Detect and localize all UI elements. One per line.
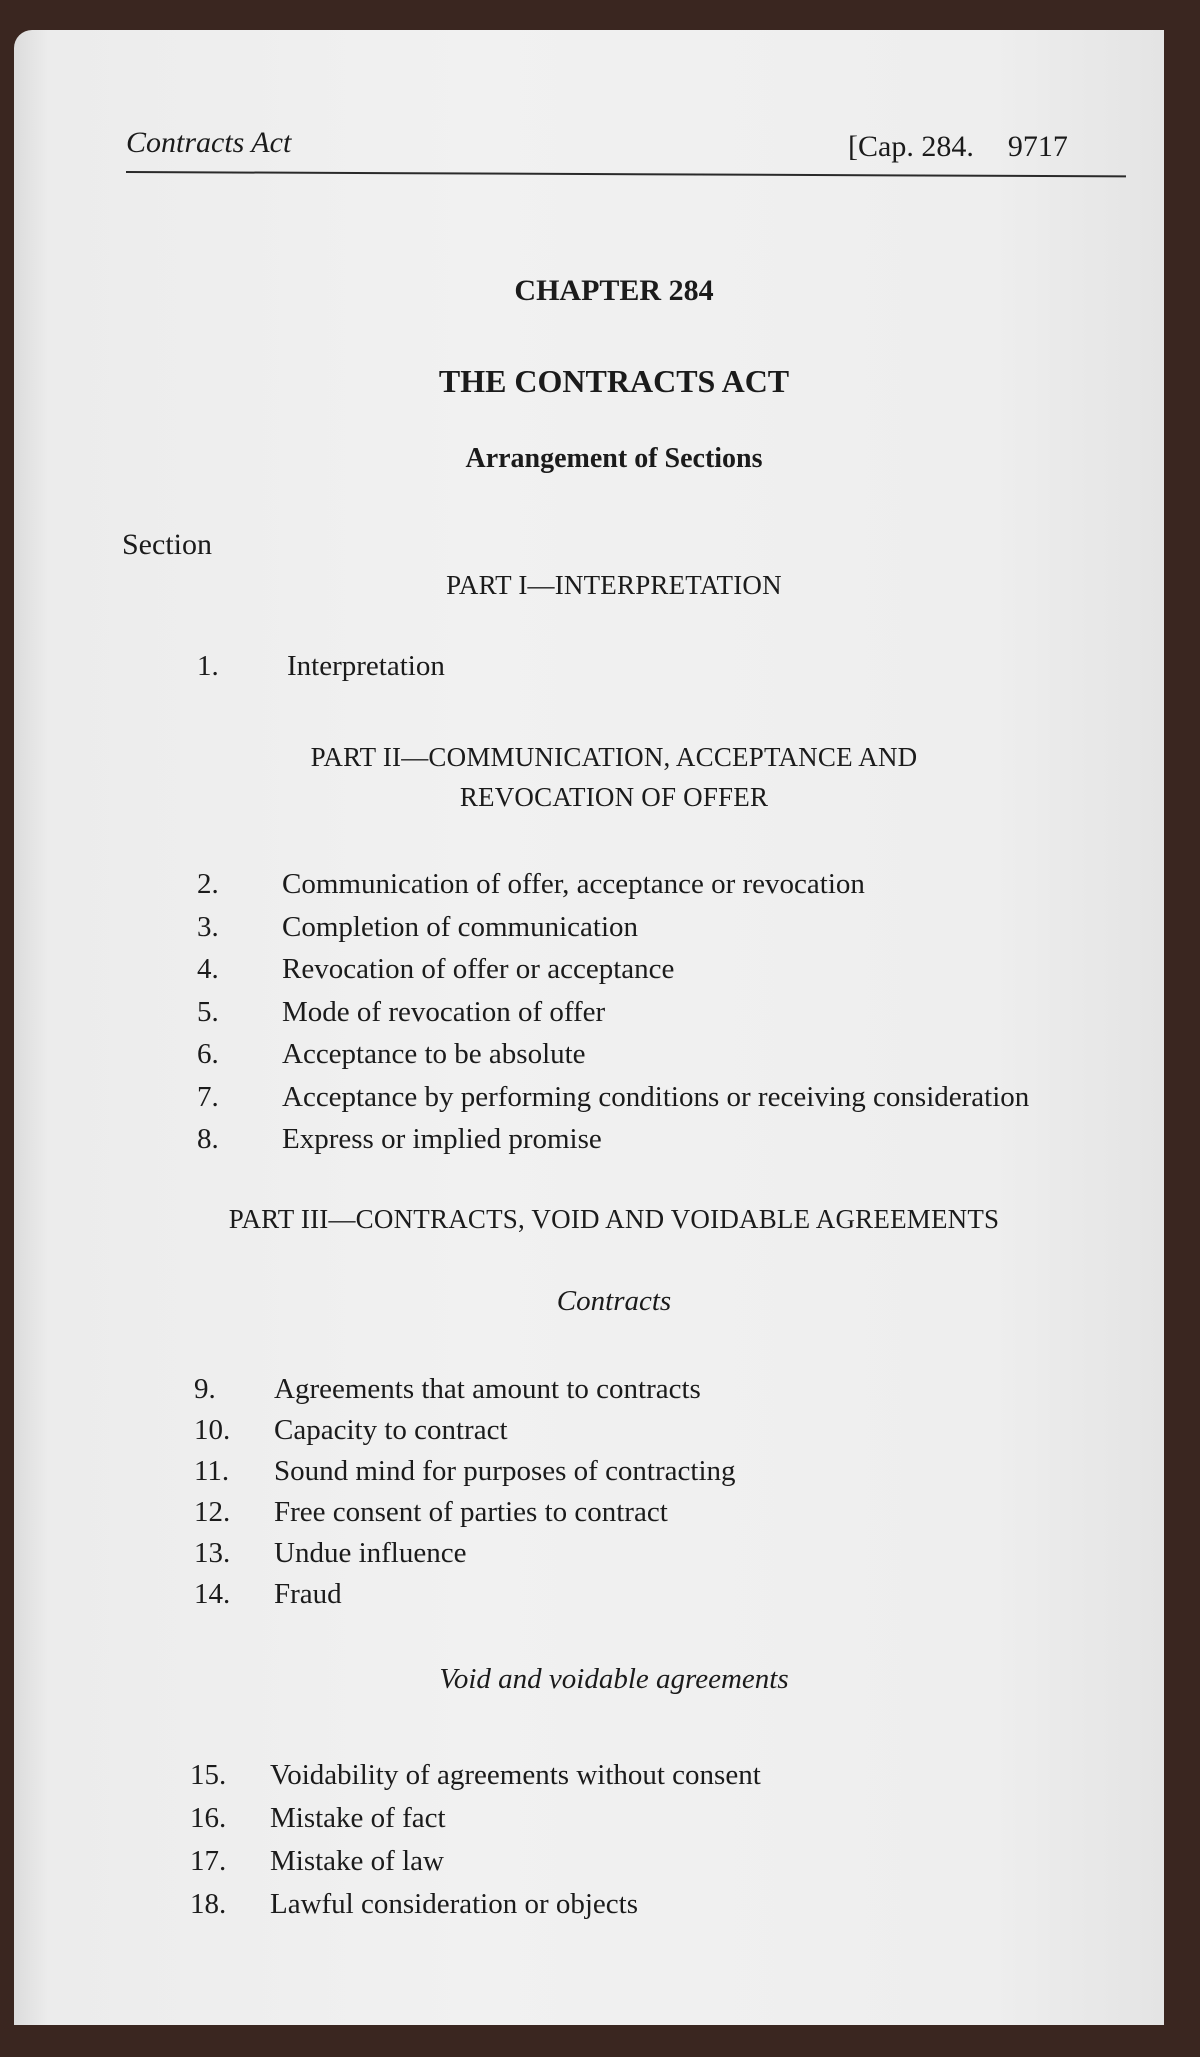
part-2-heading-line-1: PART II—COMMUNICATION, ACCEPTANCE AND	[310, 742, 918, 772]
header-rule	[126, 171, 1126, 177]
section-title: Completion of communication	[282, 910, 639, 943]
section-column-label: Section	[122, 528, 212, 561]
section-title: Acceptance by performing conditions or receiving consideration	[282, 1080, 1030, 1113]
section-title: Free consent of parties to contract	[274, 1496, 668, 1528]
part-1-heading: PART I—INTERPRETATION	[446, 570, 782, 600]
section-number: 6.	[197, 1038, 219, 1070]
running-header-right	[848, 130, 1068, 164]
part-2-heading-line-2: REVOCATION OF OFFER	[459, 782, 769, 812]
section-number: 3.	[197, 910, 219, 943]
subheading-void-agreements: Void and voidable agreements	[439, 1663, 789, 1695]
section-number: 8.	[197, 1123, 219, 1155]
section-number: 12.	[194, 1496, 231, 1528]
section-number: 14.	[194, 1578, 231, 1610]
section-title: Mistake of law	[270, 1845, 444, 1877]
section-number: 7.	[197, 1080, 219, 1113]
section-title: Express or implied promise	[282, 1123, 602, 1155]
section-title: Voidability of agreements without consent	[270, 1759, 761, 1791]
section-number: 17.	[190, 1845, 227, 1877]
section-title: Capacity to contract	[274, 1414, 508, 1446]
section-title: Mode of revocation of offer	[282, 995, 606, 1028]
part-3-heading: PART III—CONTRACTS, VOID AND VOIDABLE AGREEMENTS	[228, 1204, 1000, 1234]
cap-reference: [Cap. 284.	[848, 130, 974, 163]
section-title: Interpretation	[287, 650, 445, 682]
section-number: 13.	[194, 1537, 231, 1569]
section-title: Sound mind for purposes of contracting	[274, 1455, 736, 1487]
act-title: THE CONTRACTS ACT	[438, 363, 790, 399]
section-number: 4.	[197, 953, 219, 985]
section-number: 5.	[197, 995, 219, 1028]
section-title: Mistake of fact	[270, 1802, 446, 1834]
section-number: 18.	[190, 1888, 227, 1920]
section-number: 1.	[197, 650, 219, 682]
section-title: Lawful consideration or objects	[270, 1888, 639, 1920]
section-title: Communication of offer, acceptance or revocation	[282, 868, 865, 900]
running-header-title: Contracts Act	[126, 126, 292, 159]
section-title: Undue influence	[274, 1537, 467, 1569]
section-number: 9.	[194, 1373, 216, 1405]
section-number: 11.	[194, 1455, 230, 1487]
section-title: Fraud	[274, 1578, 342, 1610]
section-number: 2.	[197, 868, 219, 900]
section-title: Acceptance to be absolute	[282, 1038, 586, 1070]
section-title: Agreements that amount to contracts	[274, 1373, 701, 1405]
arrangement-heading: Arrangement of Sections	[465, 443, 763, 474]
section-number: 10.	[194, 1414, 231, 1446]
page-number: 9717	[1007, 130, 1068, 163]
subheading-contracts: Contracts	[556, 1285, 672, 1317]
section-title: Revocation of offer or acceptance	[282, 953, 675, 985]
chapter-heading: CHAPTER 284	[514, 274, 714, 307]
section-number: 15.	[190, 1759, 227, 1791]
document-page	[14, 30, 1164, 2025]
section-number: 16.	[190, 1802, 227, 1834]
